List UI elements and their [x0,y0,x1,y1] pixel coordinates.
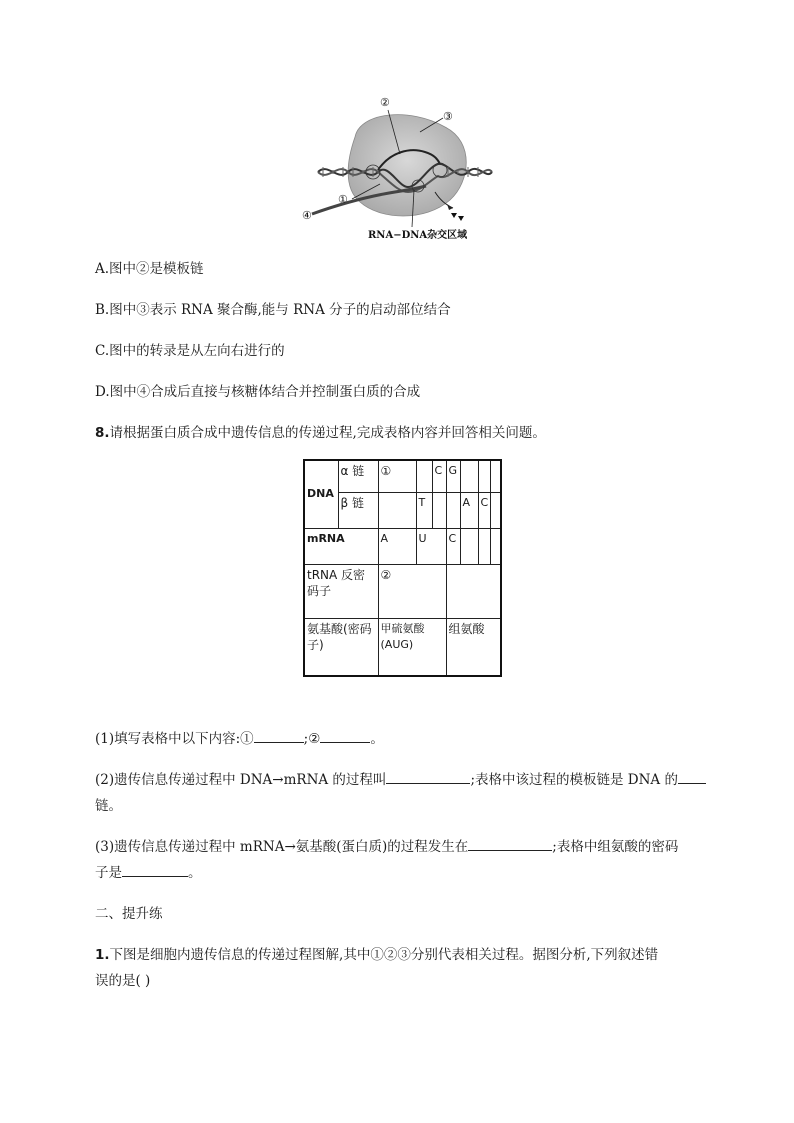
option-a: A.图中②是模板链 [95,261,204,277]
sub-question-3: (3)遗传信息传递过程中 mRNA→氨基酸(蛋白质)的过程发生在 ;表格中组氨酸的密码 [95,839,679,855]
trna-header: tRNA 反密码子 [304,564,378,618]
mrna-a: A [378,528,416,564]
beta-chain-label: β 链 [338,492,378,528]
alpha-c: C [432,460,446,492]
label-1: ① [338,193,348,206]
rna-polymerase-shape [348,115,466,216]
option-b: B.图中③表示 RNA 聚合酶,能与 RNA 分子的启动部位结合 [95,302,451,318]
histidine-cell: 组氨酸 [446,618,501,676]
problem-1-cont: 误的是( ) [95,973,151,989]
alpha-chain-label: α 链 [338,460,378,492]
sub-question-1: (1)填写表格中以下内容:① ;② 。 [95,731,384,747]
blank-2[interactable] [320,730,370,743]
blank-1[interactable] [254,730,304,743]
amino-acid-header: 氨基酸(密码子) [304,618,378,676]
option-d: D.图中④合成后直接与核糖体结合并控制蛋白质的合成 [95,384,421,400]
label-4: ④ [302,209,312,222]
alpha-g: G [446,460,460,492]
beta-t: T [416,492,432,528]
cell-2: ② [378,564,446,618]
label-3: ③ [443,110,453,123]
figure-caption: RNA−DNA杂交区域 [368,230,468,241]
blank-3[interactable] [386,771,470,784]
methionine-cell: 甲硫氨酸(AUG) [378,618,446,676]
blank-4[interactable] [678,771,706,784]
section-2-heading: 二、提升练 [95,906,163,922]
label-2: ② [380,96,390,109]
beta-c: C [478,492,491,528]
transcription-diagram [300,92,500,242]
cell-1: ① [378,460,416,492]
problem-1: 1.下图是细胞内遗传信息的传递过程图解,其中①②③分别代表相关过程。据图分析,下列叙述错 [95,947,659,963]
mrna-c: C [446,528,460,564]
sub-question-2-cont: 链。 [95,798,122,814]
blank-5[interactable] [468,838,552,851]
transcription-figure [300,92,500,242]
genetic-info-table [303,459,502,677]
beta-a: A [460,492,478,528]
mrna-header: mRNA [304,528,378,564]
mrna-u: U [416,528,446,564]
question-8-number: 8. [95,425,110,441]
dna-header: DNA [304,460,338,528]
question-8 [95,424,546,442]
sub-question-2: (2)遗传信息传递过程中 DNA→mRNA 的过程叫 ;表格中该过程的模板链是 DNA 的 [95,771,706,789]
question-8-text: 请根据蛋白质合成中遗传信息的传递过程,完成表格内容并回答相关问题。 [109,425,546,441]
option-c: C.图中的转录是从左向右进行的 [95,343,285,359]
blank-6[interactable] [122,864,188,877]
sub-question-3-cont: 子是 。 [95,865,202,881]
